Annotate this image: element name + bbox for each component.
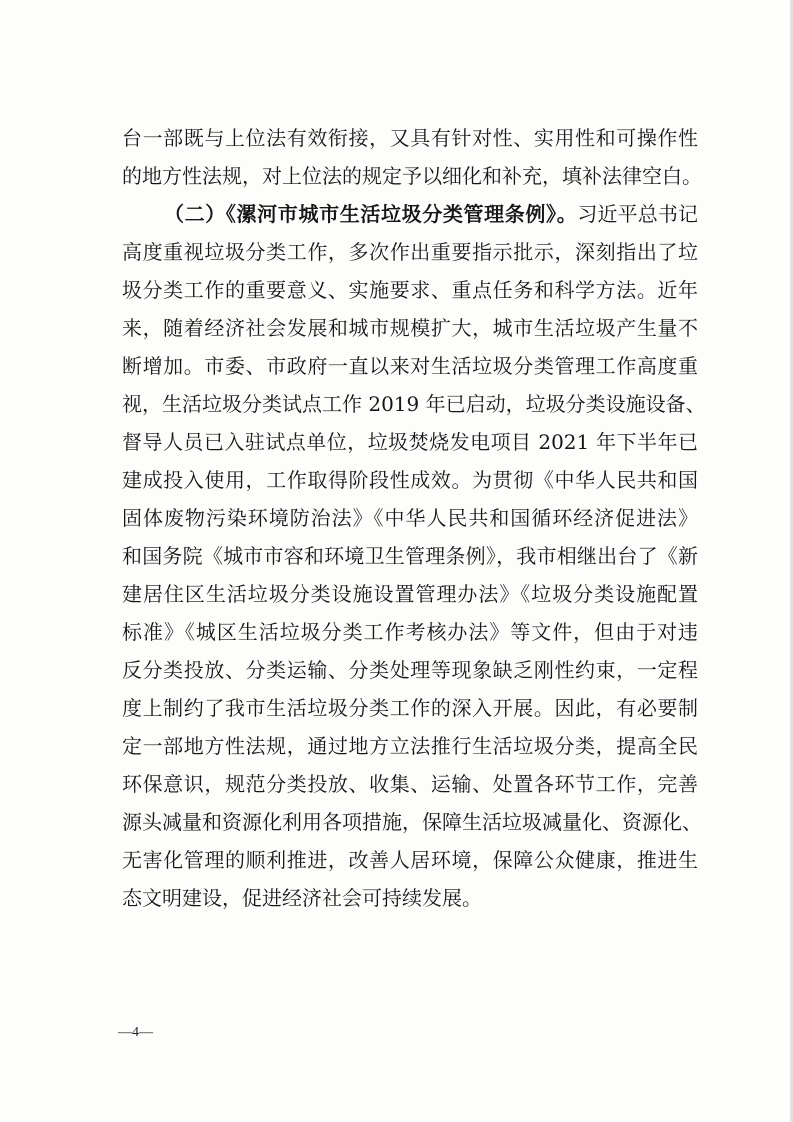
- text-line: 高度重视垃圾分类工作，多次作出重要指示批示，深刻指出了垃: [122, 240, 698, 264]
- text-line: 度上制约了我市生活垃圾分类工作的深入开展。因此，有必要制: [122, 696, 698, 720]
- text-line: 源头减量和资源化利用各项措施，保障生活垃圾减量化、资源化、: [122, 810, 702, 834]
- text-line: 无害化管理的顺利推进，改善人居环境，保障公众健康，推进生: [122, 848, 698, 872]
- text-line: 态文明建设，促进经济社会可持续发展。: [122, 886, 482, 910]
- text-line: 固体废物污染环境防治法》《中华人民共和国循环经济促进法》: [122, 506, 698, 530]
- text-line: 台一部既与上位法有效衔接，又具有针对性、实用性和可操作性: [122, 126, 698, 150]
- text-line: 来，随着经济社会发展和城市规模扩大，城市生活垃圾产生量不: [122, 316, 698, 340]
- text-line: 定一部地方性法规，通过地方立法推行生活垃圾分类，提高全民: [122, 734, 698, 758]
- text-line: 视，生活垃圾分类试点工作 2019 年已启动，垃圾分类设施设备、: [122, 392, 706, 416]
- page-number: —4—: [118, 1025, 153, 1040]
- text-line: 建成投入使用，工作取得阶段性成效。为贯彻《中华人民共和国: [122, 468, 698, 492]
- text-line: 建居住区生活垃圾分类设施设置管理办法》《垃圾分类设施配置: [122, 582, 698, 606]
- section-heading: （二）《漯河市城市生活垃圾分类管理条例》。: [164, 202, 578, 226]
- text-line: 的地方性法规，对上位法的规定予以细化和补充，填补法律空白。: [122, 164, 702, 188]
- section-heading-line: [122, 195, 698, 233]
- text-line: 断增加。市委、市政府一直以来对生活垃圾分类管理工作高度重: [122, 354, 698, 378]
- text-run: 习近平总书记: [577, 202, 699, 226]
- text-line: 反分类投放、分类运输、分类处理等现象缺乏刚性约束，一定程: [122, 658, 698, 682]
- text-line: 标准》《城区生活垃圾分类工作考核办法》等文件，但由于对违: [122, 620, 698, 644]
- text-line: 和国务院《城市市容和环境卫生管理条例》，我市相继出台了《新: [122, 544, 698, 568]
- text-line: 环保意识，规范分类投放、收集、运输、处置各环节工作，完善: [122, 772, 698, 796]
- text-line: 圾分类工作的重要意义、实施要求、重点任务和科学方法。近年: [122, 278, 698, 302]
- body-text: [122, 119, 706, 917]
- text-line: 督导人员已入驻试点单位，垃圾焚烧发电项目 2021 年下半年已: [122, 430, 698, 454]
